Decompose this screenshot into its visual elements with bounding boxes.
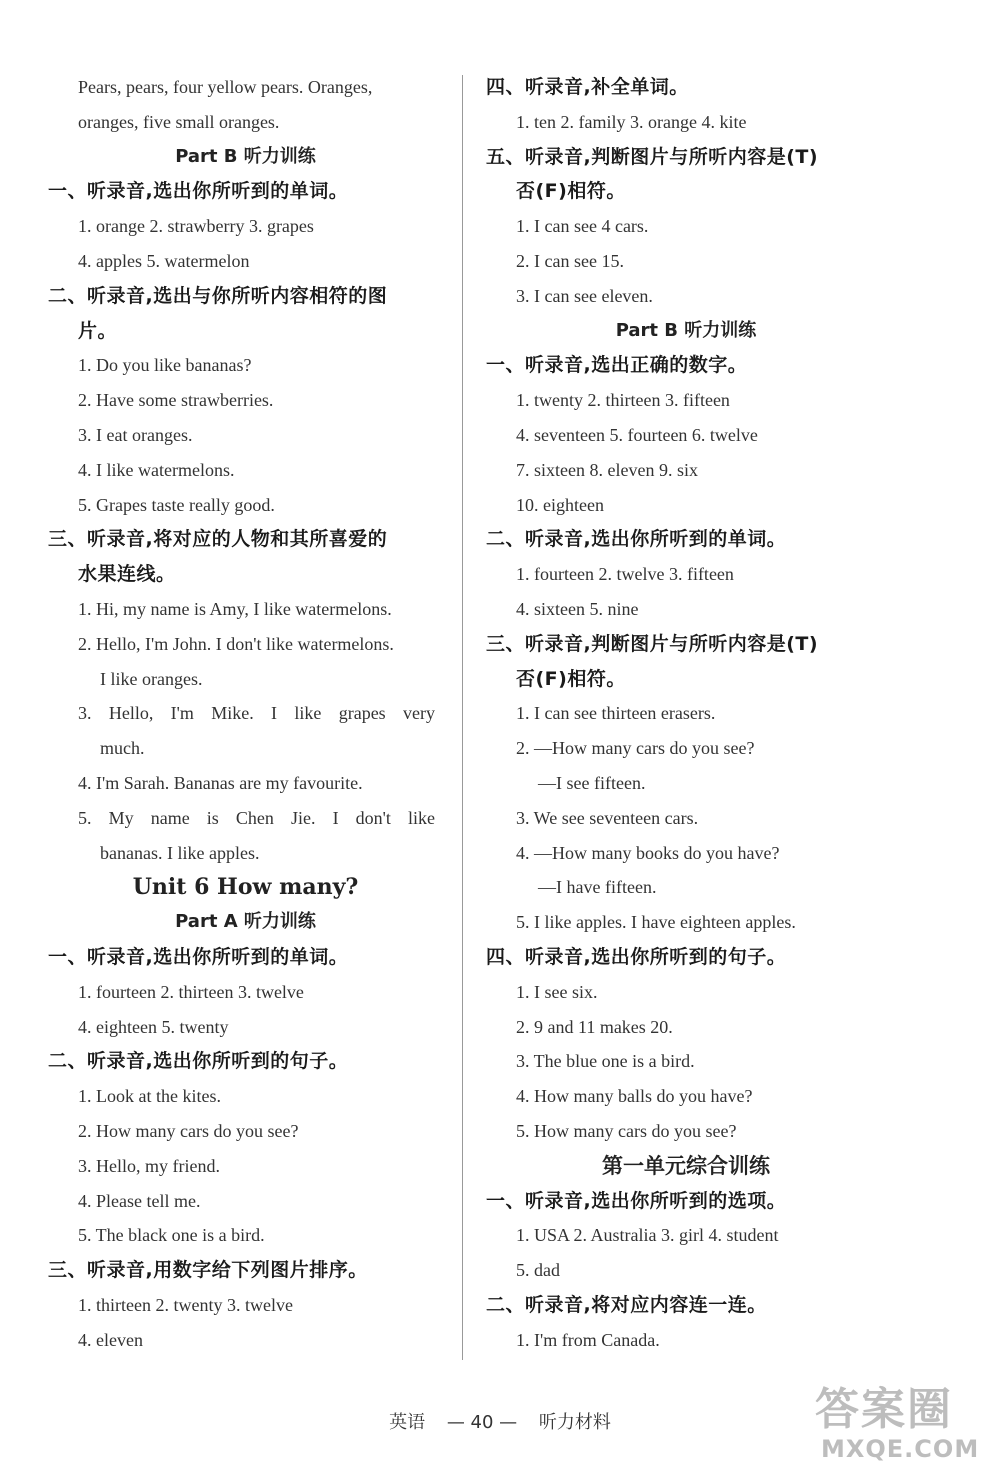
answer-line: 4. How many balls do you have? (516, 1086, 753, 1107)
answer-line: 2. 9 and 11 makes 20. (516, 1016, 673, 1037)
answer-line: 4. I like watermelons. (78, 459, 235, 480)
answer-line: 4. apples 5. watermelon (78, 250, 250, 271)
question-heading: 四、听录音,补全单词。 (486, 76, 689, 98)
answer-line: 5. How many cars do you see? (516, 1120, 737, 1141)
question-heading: 二、听录音,将对应内容连一连。 (486, 1293, 767, 1316)
answer-line: 5. My name is Chen Jie. I don't like (78, 807, 435, 828)
answer-line: oranges, five small oranges. (78, 111, 280, 132)
answer-line: 1. I can see thirteen erasers. (516, 703, 716, 724)
answer-line: 4. seventeen 5. fourteen 6. twelve (516, 424, 758, 445)
watermark-logo (815, 1385, 990, 1475)
right-column (486, 70, 886, 1357)
answer-line: 10. eighteen (516, 494, 604, 515)
answer-line: 7. sixteen 8. eleven 9. six (516, 459, 698, 480)
answer-line: 1. thirteen 2. twenty 3. twelve (78, 1294, 293, 1315)
answer-line: —I see fifteen. (538, 772, 646, 793)
answer-line: I like oranges. (100, 668, 203, 689)
footer-subject: 英语 (389, 1412, 426, 1433)
answer-line: 4. sixteen 5. nine (516, 598, 639, 619)
answer-line: 4. I'm Sarah. Bananas are my favourite. (78, 772, 363, 793)
answer-line: bananas. I like apples. (100, 842, 260, 863)
answer-line: 5. dad (516, 1260, 560, 1281)
question-heading: 四、听录音,选出你所听到的句子。 (486, 945, 787, 968)
answer-line: 1. fourteen 2. twelve 3. fifteen (516, 564, 734, 585)
answer-line: 2. Hello, I'm John. I don't like watermelons. (78, 633, 394, 654)
part-heading: Part B 听力训练 (175, 145, 316, 167)
question-heading: 五、听录音,判断图片与所听内容是(T) (486, 145, 819, 168)
answer-line: 1. Do you like bananas? (78, 355, 252, 376)
answer-line: 1. Look at the kites. (78, 1086, 221, 1107)
answer-line: 3. Hello, my friend. (78, 1155, 220, 1176)
answer-line: 2. —How many cars do you see? (516, 738, 755, 759)
question-heading: 一、听录音,选出你所听到的单词。 (48, 180, 349, 203)
question-heading: 一、听录音,选出你所听到的单词。 (48, 945, 349, 968)
answer-line: 2. I can see 15. (516, 250, 624, 271)
unit-heading: Unit 6 How many? (132, 874, 359, 901)
answer-line: 1. I'm from Canada. (516, 1329, 660, 1350)
question-heading: 二、听录音,选出你所听到的句子。 (48, 1050, 349, 1073)
section-heading: 第一单元综合训练 (602, 1153, 770, 1178)
answer-line: 4. eleven (78, 1329, 143, 1350)
page-number: — 40 — (446, 1412, 518, 1433)
answer-line: —I have fifteen. (538, 877, 657, 898)
answer-line: 3. I can see eleven. (516, 285, 653, 306)
answer-line: 1. twenty 2. thirteen 3. fifteen (516, 390, 730, 411)
answer-line: 3. The blue one is a bird. (516, 1051, 695, 1072)
part-heading: Part B 听力训练 (615, 319, 757, 341)
answer-line: 2. Have some strawberries. (78, 390, 274, 411)
answer-line: 4. —How many books do you have? (516, 842, 780, 863)
answer-line: 1. orange 2. strawberry 3. grapes (78, 216, 314, 237)
question-heading: 三、听录音,判断图片与所听内容是(T) (486, 632, 819, 655)
answer-line: 5. The black one is a bird. (78, 1225, 265, 1246)
watermark-cn: 答案圈 (815, 1384, 953, 1435)
watermark-en: MXQE.COM (821, 1435, 980, 1463)
answer-line: 1. fourteen 2. thirteen 3. twelve (78, 981, 304, 1002)
question-heading-cont: 否(F)相符。 (516, 180, 626, 203)
question-heading: 二、听录音,选出你所听到的单词。 (486, 528, 787, 551)
question-heading: 二、听录音,选出与你所听内容相符的图 (48, 284, 388, 307)
answer-line: 1. USA 2. Australia 3. girl 4. student (516, 1225, 779, 1246)
answer-line: 4. eighteen 5. twenty (78, 1016, 229, 1037)
part-heading: Part A 听力训练 (175, 911, 316, 933)
answer-line: 1. Hi, my name is Amy, I like watermelons. (78, 598, 392, 619)
answer-line: Pears, pears, four yellow pears. Oranges, (78, 77, 373, 97)
question-heading: 三、听录音,将对应的人物和其所喜爱的 (48, 528, 388, 551)
left-column (48, 70, 443, 1357)
answer-line: 3. We see seventeen cars. (516, 807, 699, 828)
question-heading: 一、听录音,选出正确的数字。 (486, 354, 748, 377)
answer-line: much. (100, 738, 145, 759)
question-heading-cont: 水果连线。 (78, 563, 176, 586)
answer-line: 2. How many cars do you see? (78, 1120, 299, 1141)
answer-line: 1. I can see 4 cars. (516, 216, 649, 237)
answer-line: 5. Grapes taste really good. (78, 494, 275, 515)
answer-line: 5. I like apples. I have eighteen apples. (516, 912, 796, 933)
answer-line: 3. I eat oranges. (78, 424, 193, 445)
question-heading-cont: 片。 (78, 319, 118, 342)
answer-line: 1. ten 2. family 3. orange 4. kite (516, 111, 747, 132)
question-heading-cont: 否(F)相符。 (516, 667, 626, 690)
footer-section: 听力材料 (538, 1412, 611, 1433)
answer-line: 4. Please tell me. (78, 1190, 201, 1211)
column-divider (462, 75, 463, 1360)
question-heading: 一、听录音,选出你所听到的选项。 (486, 1189, 787, 1212)
question-heading: 三、听录音,用数字给下列图片排序。 (48, 1259, 368, 1282)
answer-line: 1. I see six. (516, 981, 598, 1002)
answer-line: 3. Hello, I'm Mike. I like grapes very (78, 703, 435, 724)
